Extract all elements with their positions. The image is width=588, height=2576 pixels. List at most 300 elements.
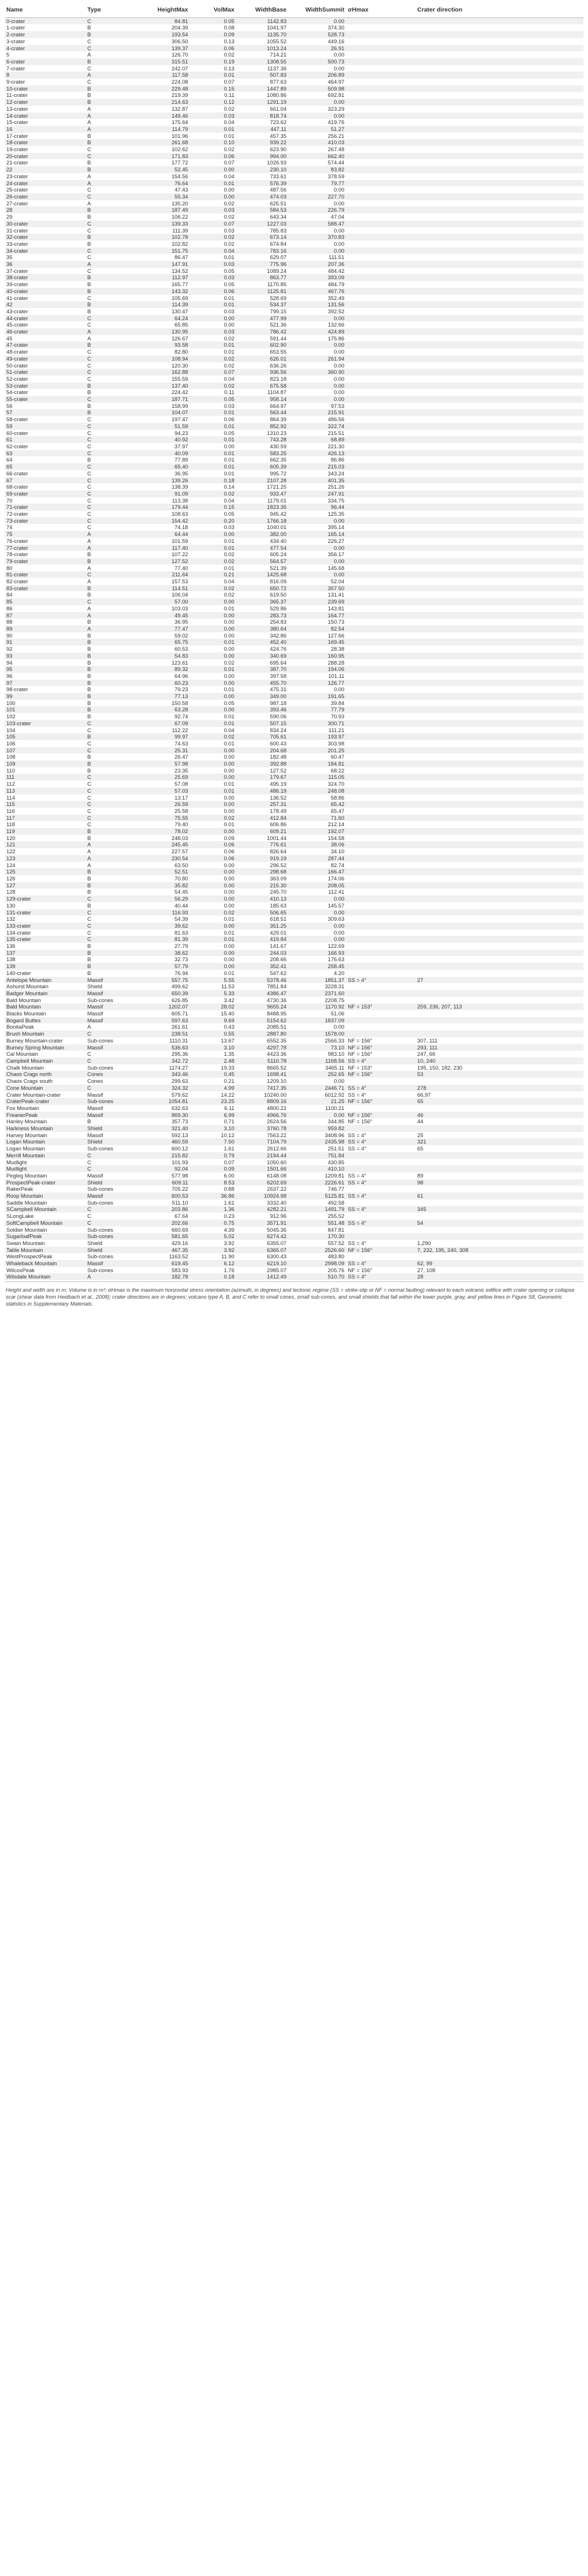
- cell-widthsummit: 424.89: [288, 328, 346, 335]
- cell-volmax: 23.25: [190, 1098, 236, 1105]
- cell-heightmax: 130.47: [171, 308, 189, 314]
- table-row: [5, 1159, 583, 1166]
- cell-volmax: 0.07: [190, 220, 236, 227]
- cell-heightmax: 51.59: [138, 423, 190, 430]
- cell-widthsummit: 212.14: [327, 821, 345, 828]
- cell-volmax: 0.75: [190, 1220, 236, 1227]
- cell-heightmax: 57.00: [138, 598, 190, 605]
- cell-shmax: [346, 497, 415, 504]
- cell-widthsummit: 21.25: [288, 1098, 346, 1105]
- cell-name: 92: [6, 646, 13, 653]
- cell-widthbase: 528.69: [270, 294, 287, 301]
- cell-volmax: 0.03: [190, 328, 236, 335]
- table-row: [5, 1051, 583, 1058]
- cell-widthsummit: 486.56: [327, 416, 345, 423]
- cell-crater-direction: [416, 396, 583, 403]
- cell-type: C: [87, 38, 92, 44]
- table-row: [5, 85, 583, 92]
- cell-heightmax: 224.42: [171, 389, 189, 396]
- cell-widthbase: 662.35: [270, 456, 287, 463]
- cell-widthsummit: 393.09: [288, 274, 346, 281]
- cell-name: WestProspectPeak: [6, 1253, 52, 1260]
- table-row: [5, 396, 583, 403]
- table-row: [5, 153, 583, 160]
- cell-name: Harvey Mountain: [6, 1131, 47, 1138]
- cell-widthsummit: 226.27: [327, 537, 345, 544]
- cell-shmax: [346, 470, 415, 477]
- table-row: [5, 848, 583, 855]
- cell-heightmax: 40.44: [174, 902, 189, 909]
- cell-type: B: [86, 733, 138, 740]
- table-row: [5, 72, 583, 78]
- cell-widthbase: 3571.91: [236, 1220, 288, 1227]
- table-row: [5, 99, 583, 106]
- table-row: [5, 551, 583, 558]
- cell-widthbase: 4800.22: [267, 1104, 287, 1111]
- cell-type: A: [86, 1273, 138, 1280]
- cell-type: B: [87, 713, 91, 720]
- cell-volmax: 0.02: [224, 200, 235, 207]
- cell-volmax: 0.09: [190, 31, 236, 38]
- cell-crater-direction: [416, 774, 583, 781]
- cell-widthsummit: 34.10: [330, 848, 345, 855]
- cell-name: 17-crater: [6, 132, 28, 139]
- cell-name: Bogard Buttes: [5, 1017, 86, 1024]
- cell-widthsummit: 0.00: [334, 362, 345, 369]
- cell-crater-direction: [416, 227, 583, 234]
- cell-widthsummit: 0.00: [288, 909, 346, 916]
- cell-heightmax: 242.07: [171, 65, 189, 72]
- cell-heightmax: 113.38: [172, 497, 189, 504]
- cell-shmax: [346, 301, 415, 308]
- table-row: [5, 288, 583, 295]
- cell-widthbase: 1135.70: [236, 31, 288, 38]
- cell-widthsummit: 73.10: [288, 1044, 346, 1051]
- cell-widthsummit: 60.47: [330, 753, 345, 760]
- cell-heightmax: 54.39: [174, 916, 189, 923]
- cell-heightmax: 26.59: [138, 801, 190, 808]
- cell-crater-direction: [416, 1010, 583, 1017]
- cell-name: Antelope Mountain: [5, 977, 86, 984]
- cell-widthbase: 7104.79: [236, 1138, 288, 1145]
- cell-shmax: SS = 4°: [348, 1239, 367, 1246]
- cell-heightmax: 261.68: [138, 139, 190, 146]
- cell-widthsummit: 0.00: [288, 558, 346, 565]
- cell-heightmax: 76.94: [174, 969, 189, 976]
- cell-shmax: [346, 1227, 415, 1233]
- cell-widthbase: 429.01: [270, 929, 287, 936]
- cell-name: WilcoxPeak: [6, 1266, 35, 1273]
- cell-volmax: 0.00: [190, 706, 236, 713]
- cell-crater-direction: [416, 618, 583, 625]
- cell-widthbase: 1040.01: [267, 524, 287, 531]
- cell-crater-direction: [416, 565, 583, 572]
- cell-shmax: [346, 747, 415, 754]
- cell-shmax: [346, 565, 415, 572]
- cell-widthbase: 410.13: [236, 895, 288, 902]
- cell-widthbase: 10240.00: [263, 1091, 287, 1098]
- cell-shmax: [346, 119, 415, 126]
- cell-name: 73-crater: [5, 518, 86, 524]
- cell-widthsummit: 127.66: [327, 632, 345, 639]
- cell-widthbase: 4966.76: [236, 1112, 288, 1119]
- cell-heightmax: 1110.31: [169, 1037, 189, 1044]
- cell-shmax: [346, 1213, 415, 1220]
- cell-heightmax: 114.51: [138, 585, 190, 592]
- table-row: [5, 1193, 583, 1199]
- cell-shmax: [346, 342, 415, 348]
- cell-type: C: [86, 895, 138, 902]
- cell-volmax: 0.01: [190, 936, 236, 943]
- cell-crater-direction: [416, 362, 583, 369]
- cell-name: 132: [6, 916, 16, 923]
- cell-heightmax: 581.65: [138, 1233, 190, 1240]
- cell-name: 72-crater: [6, 511, 28, 518]
- cell-shmax: [346, 700, 415, 707]
- cell-widthsummit: 401.35: [288, 477, 346, 484]
- cell-type: C: [86, 1030, 138, 1037]
- table-row: [5, 1044, 583, 1051]
- cell-name: 124: [6, 861, 16, 868]
- cell-crater-direction: [416, 740, 583, 747]
- cell-heightmax: 49.45: [138, 612, 190, 619]
- cell-type: Sub-cones: [87, 1266, 114, 1273]
- table-row: [5, 693, 583, 700]
- cell-volmax: 0.07: [224, 159, 235, 166]
- cell-heightmax: 54.83: [138, 653, 190, 659]
- cell-name: 113: [5, 788, 86, 794]
- cell-widthsummit: 528.73: [288, 31, 346, 38]
- cell-name: 13-crater: [6, 105, 28, 112]
- cell-crater-direction: [416, 430, 583, 437]
- cell-type: C: [86, 909, 138, 916]
- cell-volmax: 28.02: [190, 1003, 236, 1010]
- cell-crater-direction: [416, 747, 583, 754]
- cell-name: 91: [5, 639, 86, 646]
- cell-crater-direction: [416, 895, 583, 902]
- cell-volmax: 6.12: [190, 1260, 236, 1267]
- cell-crater-direction: 247, 66: [417, 1051, 436, 1058]
- cell-name: 100: [6, 699, 16, 706]
- cell-heightmax: 79.40: [174, 821, 189, 828]
- cell-widthbase: 2612.66: [267, 1145, 287, 1152]
- cell-volmax: 0.05: [224, 281, 235, 288]
- cell-type: B: [87, 632, 91, 639]
- cell-heightmax: 23.35: [174, 767, 189, 774]
- table-row: [5, 31, 583, 38]
- cell-widthbase: 743.28: [236, 436, 288, 443]
- cell-type: C: [87, 429, 92, 436]
- cell-heightmax: 123.61: [171, 659, 189, 666]
- cell-volmax: 0.01: [190, 126, 236, 133]
- cell-type: B: [87, 402, 91, 409]
- cell-name: 77-crater: [5, 545, 86, 552]
- cell-widthbase: 673.14: [236, 234, 288, 241]
- cell-widthbase: 4386.47: [236, 990, 288, 997]
- cell-name: 57: [5, 409, 86, 416]
- cell-name: Mudlight: [5, 1165, 86, 1172]
- cell-widthbase: 6300.43: [267, 1253, 287, 1260]
- cell-type: B: [86, 409, 138, 416]
- cell-volmax: 0.02: [190, 355, 236, 362]
- cell-volmax: 1.35: [224, 1051, 235, 1058]
- cell-type: C: [87, 1051, 92, 1058]
- cell-shmax: [346, 348, 415, 355]
- cell-crater-direction: [416, 383, 583, 389]
- cell-name: 33-crater: [6, 240, 28, 247]
- cell-type: Massif: [86, 1193, 138, 1199]
- cell-shmax: [346, 17, 415, 24]
- cell-name: 19-crater: [6, 146, 28, 153]
- cell-volmax: 0.00: [224, 753, 235, 760]
- cell-volmax: 0.04: [224, 173, 235, 179]
- cell-type: C: [86, 490, 138, 497]
- cell-type: C: [87, 470, 92, 477]
- cell-name: Swain Mountain: [6, 1239, 45, 1246]
- cell-widthbase: 7563.22: [267, 1131, 287, 1138]
- cell-name: Logan Mountain: [5, 1138, 86, 1145]
- cell-widthsummit: 193.97: [288, 733, 346, 740]
- cell-type: B: [86, 85, 138, 92]
- cell-crater-direction: [416, 483, 583, 490]
- table-row: [5, 173, 583, 180]
- cell-heightmax: 429.16: [171, 1239, 189, 1246]
- cell-type: C: [86, 153, 138, 160]
- cell-widthbase: 584.53: [236, 207, 288, 213]
- cell-widthbase: 674.84: [270, 240, 287, 247]
- cell-widthbase: 447.11: [236, 126, 288, 133]
- cell-type: Sub-cones: [86, 1098, 138, 1105]
- cell-volmax: 0.02: [224, 551, 235, 558]
- cell-name: Campbell Mountain: [5, 1058, 86, 1064]
- cell-crater-direction: 278: [416, 1085, 583, 1092]
- cell-crater-direction: [416, 342, 583, 348]
- table-row: [5, 1240, 583, 1247]
- cell-crater-direction: [416, 727, 583, 734]
- cell-widthbase: 6219.10: [236, 1260, 288, 1267]
- cell-name: 8: [5, 72, 86, 78]
- table-row: [5, 1098, 583, 1105]
- cell-widthbase: 487.56: [270, 186, 287, 193]
- cell-shmax: [346, 396, 415, 403]
- cell-widthbase: 6274.42: [236, 1233, 288, 1240]
- cell-type: B: [87, 389, 91, 396]
- cell-widthbase: 785.83: [270, 227, 287, 234]
- cell-widthsummit: 51.06: [330, 1010, 345, 1017]
- cell-widthsummit: 0.00: [334, 389, 345, 396]
- table-footnote: Height and width are in m; Volume is in m³; σHmax is the maximum horizontal stress orientation (azimuth, in degrees) and tectonic regime (SS = strike-slip or NF = normal faulting) relevant to each volcanic edifice with crater opening or collapse scar (shear data from Heidbach et al., 2008); crater directions are in degrees; volcano type A, B, and C refer to small cones, small sub-cones, and small shields that fall within the lower purple, gray, and yellow lines in Figure S8, Geometric statistics in Supplementary Materials.: [5, 1281, 583, 1307]
- cell-heightmax: 154.56: [171, 173, 189, 179]
- cell-widthsummit: 847.81: [327, 1226, 345, 1233]
- cell-name: 125: [5, 868, 86, 875]
- table-row: [5, 888, 583, 895]
- cell-heightmax: 343.46: [138, 1071, 190, 1078]
- cell-shmax: [346, 220, 415, 227]
- table-row: [5, 686, 583, 693]
- cell-type: B: [86, 680, 138, 687]
- cell-heightmax: 187.49: [138, 207, 190, 213]
- cell-volmax: 0.00: [224, 861, 235, 868]
- col-header-shmax: σHmax: [346, 3, 415, 17]
- cell-widthsummit: 467.76: [288, 288, 346, 295]
- table-row: [5, 612, 583, 619]
- cell-widthsummit: 101.11: [328, 672, 345, 679]
- cell-name: 0-crater: [5, 17, 86, 24]
- cell-name: 115: [5, 801, 86, 808]
- cell-volmax: 0.00: [190, 868, 236, 875]
- cell-widthbase: 475.31: [270, 686, 287, 693]
- cell-heightmax: 592.13: [171, 1131, 189, 1138]
- table-row: [5, 1071, 583, 1078]
- cell-name: 49-crater: [5, 355, 86, 362]
- cell-heightmax: 215.82: [138, 1152, 190, 1159]
- cell-shmax: [346, 895, 415, 902]
- cell-heightmax: 179.44: [138, 504, 190, 511]
- cell-heightmax: 139.33: [138, 220, 190, 227]
- cell-volmax: 0.00: [190, 166, 236, 173]
- cell-type: C: [87, 186, 92, 193]
- cell-type: B: [87, 834, 91, 841]
- cell-name: 4-crater: [5, 45, 86, 52]
- cell-widthsummit: 324.70: [327, 781, 345, 788]
- table-row: [5, 450, 583, 457]
- cell-crater-direction: [416, 997, 583, 1004]
- table-row: [5, 673, 583, 680]
- cell-heightmax: 77.13: [138, 693, 190, 700]
- cell-volmax: 0.02: [224, 105, 235, 112]
- cell-widthsummit: 2566.33: [325, 1037, 345, 1044]
- table-header-row: [5, 3, 583, 17]
- cell-heightmax: 81.63: [174, 929, 189, 936]
- cell-type: Sub-cones: [87, 1199, 114, 1206]
- cell-widthbase: 1080.86: [267, 92, 287, 99]
- cell-type: B: [87, 753, 91, 760]
- cell-name: 121: [5, 841, 86, 848]
- cell-widthsummit: 170.30: [288, 1233, 346, 1240]
- cell-type: C: [87, 929, 92, 936]
- cell-crater-direction: [416, 733, 583, 740]
- cell-crater-direction: [416, 963, 583, 970]
- cell-widthbase: 653.55: [270, 348, 287, 355]
- cell-volmax: 0.00: [224, 888, 235, 895]
- table-row: [5, 38, 583, 45]
- cell-widthbase: 705.61: [236, 733, 288, 740]
- cell-widthsummit: 256.21: [327, 132, 345, 139]
- cell-volmax: 0.03: [190, 261, 236, 268]
- cell-widthsummit: 208.05: [288, 882, 346, 889]
- cell-heightmax: 26.47: [174, 753, 189, 760]
- cell-volmax: 1.76: [224, 1266, 235, 1273]
- cell-volmax: 0.00: [190, 680, 236, 687]
- cell-crater-direction: [416, 511, 583, 518]
- cell-shmax: [346, 511, 415, 518]
- cell-heightmax: 135.20: [171, 200, 189, 207]
- cell-name: ProspectPeak-crater: [5, 1179, 86, 1186]
- cell-shmax: [346, 92, 415, 99]
- table-row: [5, 139, 583, 146]
- cell-type: B: [86, 207, 138, 213]
- cell-shmax: NF = 156°: [348, 1051, 372, 1058]
- cell-widthbase: 664.97: [270, 402, 287, 409]
- table-row: [5, 801, 583, 808]
- cell-heightmax: 84.81: [138, 17, 190, 24]
- cell-type: B: [87, 281, 91, 288]
- cell-widthbase: 179.67: [236, 774, 288, 781]
- cell-volmax: 3.42: [224, 996, 235, 1003]
- cell-type: Shield: [87, 1239, 103, 1246]
- cell-widthsummit: 255.52: [327, 1213, 345, 1220]
- cell-name: 103-crater: [5, 720, 86, 727]
- table-row: [5, 1118, 583, 1125]
- cell-widthbase: 351.25: [236, 923, 288, 929]
- cell-volmax: 6.00: [224, 1172, 235, 1179]
- cell-shmax: [346, 916, 415, 923]
- cell-volmax: 0.01: [190, 72, 236, 78]
- cell-volmax: 0.00: [224, 672, 235, 679]
- cell-volmax: 0.01: [224, 781, 235, 788]
- cell-type: C: [87, 348, 92, 355]
- cell-volmax: 0.00: [224, 443, 235, 449]
- cell-heightmax: 511.10: [172, 1199, 189, 1206]
- cell-crater-direction: [416, 1186, 583, 1193]
- cell-type: B: [86, 963, 138, 970]
- cell-widthsummit: 430.85: [327, 1158, 345, 1165]
- cell-name: 88: [6, 618, 13, 625]
- table-row: [5, 146, 583, 153]
- cell-type: B: [86, 342, 138, 348]
- cell-shmax: [346, 929, 415, 936]
- cell-volmax: 0.02: [224, 591, 235, 598]
- table-row: [5, 1132, 583, 1139]
- cell-volmax: 0.03: [190, 207, 236, 213]
- cell-volmax: 2.48: [190, 1058, 236, 1064]
- cell-type: Shield: [87, 983, 103, 990]
- cell-heightmax: 94.23: [174, 429, 189, 436]
- cell-widthsummit: 334.75: [327, 497, 345, 504]
- cell-shmax: [346, 504, 415, 511]
- cell-volmax: 0.00: [224, 321, 235, 328]
- cell-type: C: [86, 571, 138, 578]
- cell-shmax: [346, 990, 415, 997]
- cell-crater-direction: [416, 720, 583, 727]
- cell-shmax: SS = 4°: [346, 1273, 415, 1280]
- cell-widthbase: 4282.21: [236, 1206, 288, 1213]
- cell-type: A: [86, 841, 138, 848]
- cell-type: B: [86, 868, 138, 875]
- cell-widthbase: 1125.81: [236, 288, 288, 295]
- cell-heightmax: 111.39: [172, 227, 189, 234]
- cell-type: A: [86, 855, 138, 862]
- cell-name: 34-crater: [5, 248, 86, 254]
- cell-heightmax: 1054.81: [138, 1098, 190, 1105]
- cell-volmax: 0.01: [224, 605, 235, 612]
- table-row: [5, 416, 583, 423]
- cell-shmax: [346, 65, 415, 72]
- cell-name: 133-crater: [5, 923, 86, 929]
- cell-name: 55-crater: [5, 396, 86, 403]
- cell-widthsummit: 51.27: [288, 126, 346, 133]
- cell-widthbase: 1089.24: [267, 267, 287, 274]
- table-row: [5, 248, 583, 254]
- cell-volmax: 5.02: [190, 1233, 236, 1240]
- cell-name: SugarloafPeak: [5, 1233, 86, 1240]
- cell-volmax: 3.92: [190, 1247, 236, 1254]
- table-body: [5, 17, 583, 1280]
- cell-heightmax: 143.32: [138, 288, 190, 295]
- cell-type: C: [87, 254, 92, 261]
- cell-volmax: 11.53: [221, 983, 235, 990]
- table-row: [5, 376, 583, 383]
